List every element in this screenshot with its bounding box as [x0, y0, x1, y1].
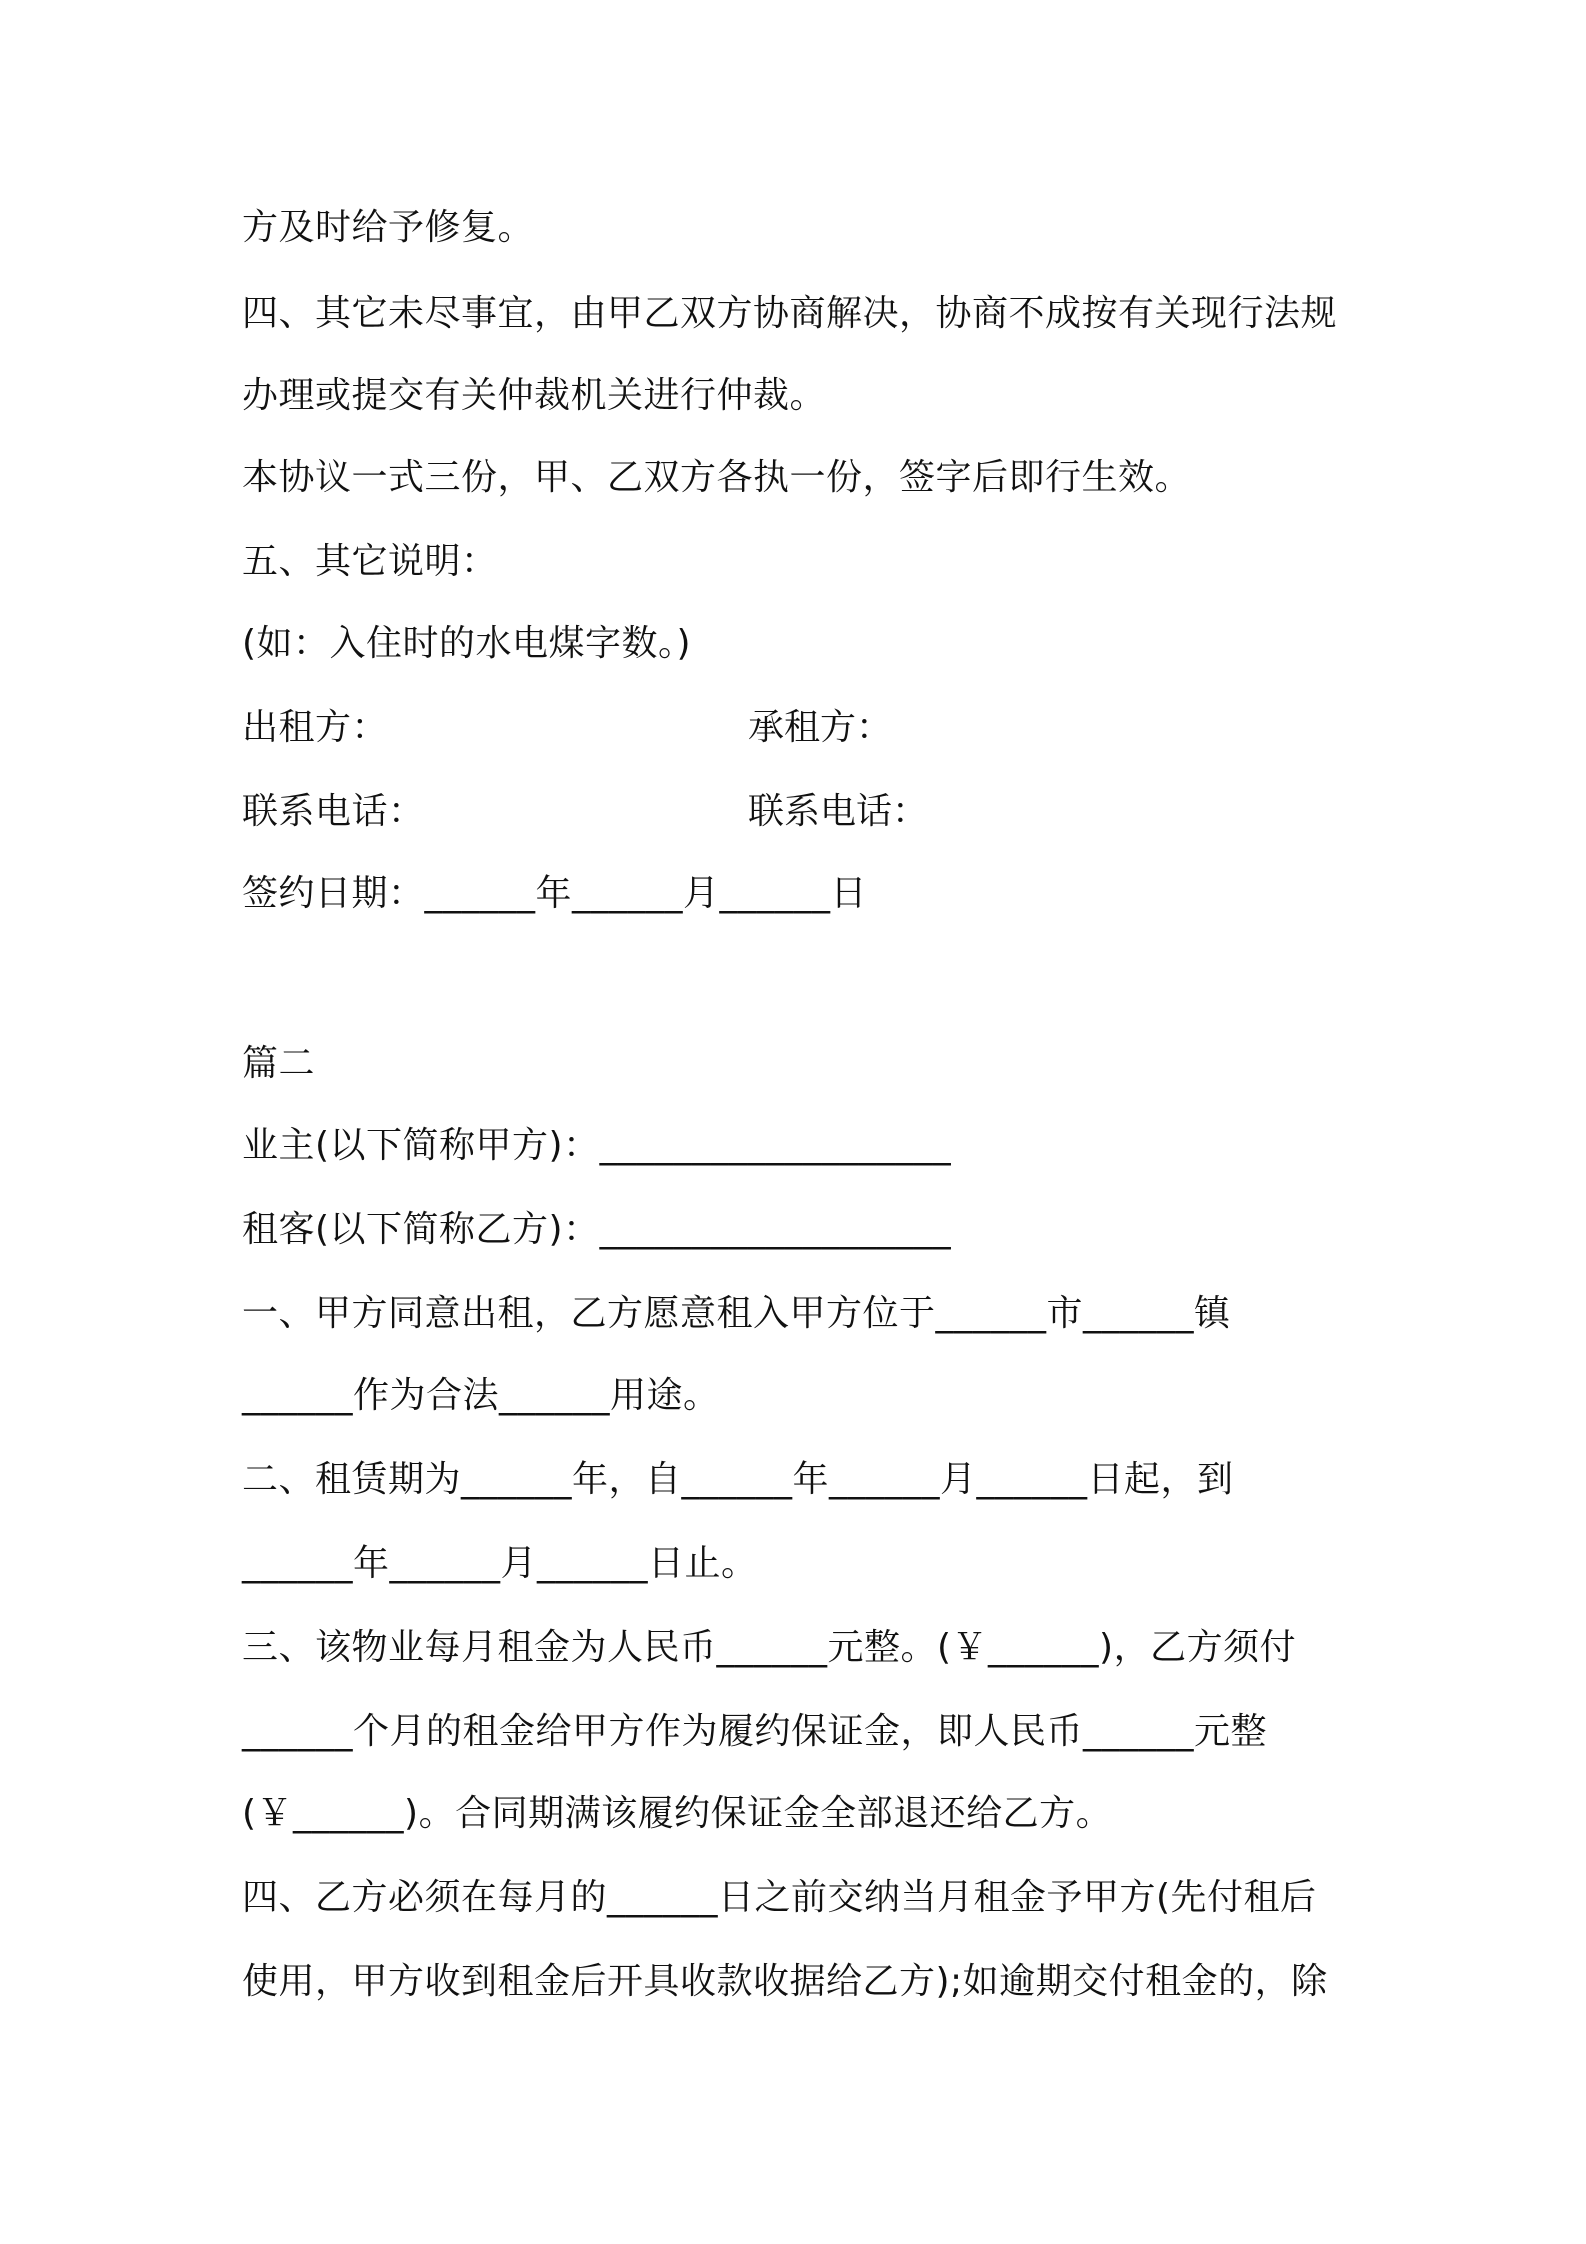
paragraph-line: 五、其它说明： — [242, 541, 498, 582]
lessor-phone-label: 联系电话： — [242, 791, 425, 832]
signing-date-line: 签约日期：______年______月______日 — [242, 873, 868, 914]
section-title: 篇二 — [242, 1043, 316, 1084]
paragraph-line: 办理或提交有关仲裁机关进行仲裁。 — [242, 375, 827, 416]
paragraph-line: 业主(以下简称甲方)：___________________ — [242, 1125, 952, 1166]
paragraph-line: 三、该物业每月租金为人民币______元整。(￥______)，乙方须付 — [242, 1627, 1297, 1668]
paragraph-line: 方及时给予修复。 — [242, 207, 535, 248]
paragraph-line: 二、租赁期为______年，自______年______月______日起，到 — [242, 1459, 1234, 1500]
lessee-label: 承租方： — [748, 707, 893, 748]
lessee-phone-label: 联系电话： — [748, 791, 929, 832]
paragraph-line: (￥______)。合同期满该履约保证金全部退还给乙方。 — [242, 1793, 1113, 1834]
paragraph-line: ______个月的租金给甲方作为履约保证金，即人民币______元整 — [242, 1711, 1268, 1752]
paragraph-line: 租客(以下简称乙方)：___________________ — [242, 1209, 952, 1250]
paragraph-line: 四、其它未尽事宜，由甲乙双方协商解决，协商不成按有关现行法规 — [242, 293, 1338, 334]
paragraph-line: (如：入住时的水电煤字数。) — [242, 623, 692, 664]
paragraph-line: 使用，甲方收到租金后开具收款收据给乙方);如逾期交付租金的，除 — [242, 1961, 1328, 2002]
paragraph-line: 四、乙方必须在每月的______日之前交纳当月租金予甲方(先付租后 — [242, 1877, 1317, 1918]
paragraph-line: 一、甲方同意出租，乙方愿意租入甲方位于______市______镇 — [242, 1293, 1231, 1334]
paragraph-line: ______作为合法______用途。 — [242, 1375, 720, 1416]
paragraph-line: 本协议一式三份，甲、乙双方各执一份，签字后即行生效。 — [242, 457, 1192, 498]
paragraph-line: ______年______月______日止。 — [242, 1543, 758, 1584]
lessor-label: 出租方： — [242, 707, 389, 748]
